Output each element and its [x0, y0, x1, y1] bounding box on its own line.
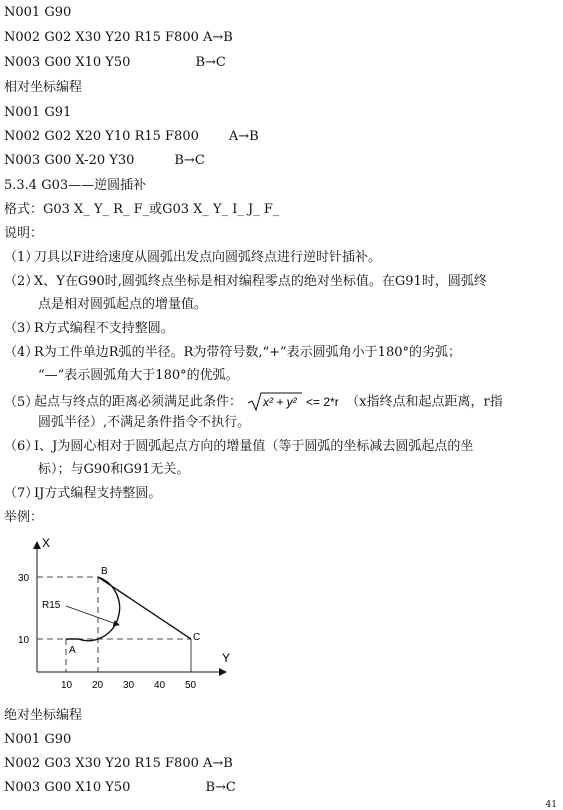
radius-label: R15: [42, 600, 61, 611]
note-text: （x指终点和起点距离，r指: [346, 394, 503, 410]
move-text: B→C: [205, 780, 236, 795]
point-label-c: C: [193, 632, 201, 643]
tick-label: 30: [123, 680, 135, 691]
note-number: （5）: [4, 394, 39, 410]
note-number: （2）: [4, 274, 39, 289]
code-line: N001 G91: [4, 105, 72, 120]
code-text: N003 G00 X10 Y50: [4, 780, 131, 795]
section-title: 5.3.4 G03——逆圆插补: [4, 178, 147, 193]
note-number: （7）: [4, 486, 39, 501]
horizontal-axis-label: Y: [222, 651, 231, 665]
code-text: N003 G00 X10 Y50: [4, 55, 131, 70]
arc-diagram: [0, 530, 260, 700]
point-label-b: B: [101, 566, 108, 577]
note-text: X、Y在G90时,圆弧终点坐标是相对编程零点的绝对坐标值。在G91时，圆弧终: [34, 274, 487, 289]
note-item: [4, 273, 487, 291]
tick-label: 10: [61, 680, 73, 691]
note-continuation: 标）；与G90和G91无关。: [38, 462, 190, 477]
note-text: IJ方式编程支持整圆。: [34, 486, 162, 501]
point-label-a: A: [69, 645, 76, 656]
formula-rhs: <= 2*r: [306, 395, 339, 409]
vertical-axis-label: X: [42, 536, 51, 550]
page-number: 41: [545, 800, 557, 810]
note-text: R方式编程不支持整圆。: [34, 321, 174, 336]
note-number: （6）: [4, 439, 39, 454]
note-number: （3）: [4, 321, 39, 336]
tick-label: 50: [185, 680, 197, 691]
radius-leader: [66, 606, 119, 625]
example-label: 举例：: [4, 510, 44, 525]
code-line: [4, 128, 259, 146]
note-continuation: “—”表示圆弧角大于180°的优弧。: [38, 368, 239, 383]
move-text: B→C: [195, 55, 226, 70]
format-line: 格式：G03 X_ Y_ R_ F_或G03 X_ Y_ I_ J_ F_: [4, 202, 280, 217]
note-item: [4, 438, 473, 456]
tick-label: 30: [18, 573, 30, 584]
note-number: （1）: [4, 250, 39, 265]
code-text: N003 G00 X-20 Y30: [4, 153, 135, 168]
note-continuation: 点是相对圆弧起点的增量值。: [38, 297, 208, 312]
code-line: N002 G02 X30 Y20 R15 F800 A→B: [4, 30, 233, 45]
tick-label: 20: [92, 680, 104, 691]
note-item: [4, 320, 174, 338]
note-number: （4）: [4, 345, 39, 360]
distance-formula: [246, 391, 346, 413]
code-line: [4, 152, 205, 170]
note-text: I、J为圆心相对于圆弧起点方向的增量值（等于圆弧的坐标减去圆弧起点的坐: [34, 439, 474, 454]
move-text: B→C: [174, 153, 205, 168]
notes-label: 说明：: [4, 226, 44, 241]
code-text: N002 G02 X20 Y10 R15 F800: [4, 129, 199, 144]
note-text: R为工件单边R弧的半径。R为带符号数,“+”表示圆弧角小于180°的劣弧；: [34, 345, 461, 360]
note-text: 刀具以F进给速度从圆弧出发点向圆弧终点进行逆时针插补。: [34, 250, 382, 265]
formula-sqrt-body: x² + y²: [263, 395, 297, 409]
code-line: N001 G90: [4, 732, 72, 747]
code-line: [4, 779, 236, 797]
relative-heading: 相对坐标编程: [4, 80, 83, 95]
code-line: N001 G90: [4, 5, 72, 20]
note-text: 起点与终点的距离必须满足此条件：: [34, 394, 243, 410]
note-item: [4, 391, 503, 413]
note-item: [4, 249, 381, 267]
note-item: [4, 344, 461, 362]
tick-label: 40: [154, 680, 166, 691]
note-item: [4, 485, 161, 503]
code-line: N002 G03 X30 Y20 R15 F800 A→B: [4, 756, 233, 771]
move-text: A→B: [228, 129, 259, 144]
code-line: [4, 54, 226, 72]
note-continuation: 圆弧半径）,不满足条件指令不执行。: [38, 415, 251, 430]
tick-label: 10: [18, 635, 30, 646]
absolute-heading: 绝对坐标编程: [4, 708, 83, 723]
